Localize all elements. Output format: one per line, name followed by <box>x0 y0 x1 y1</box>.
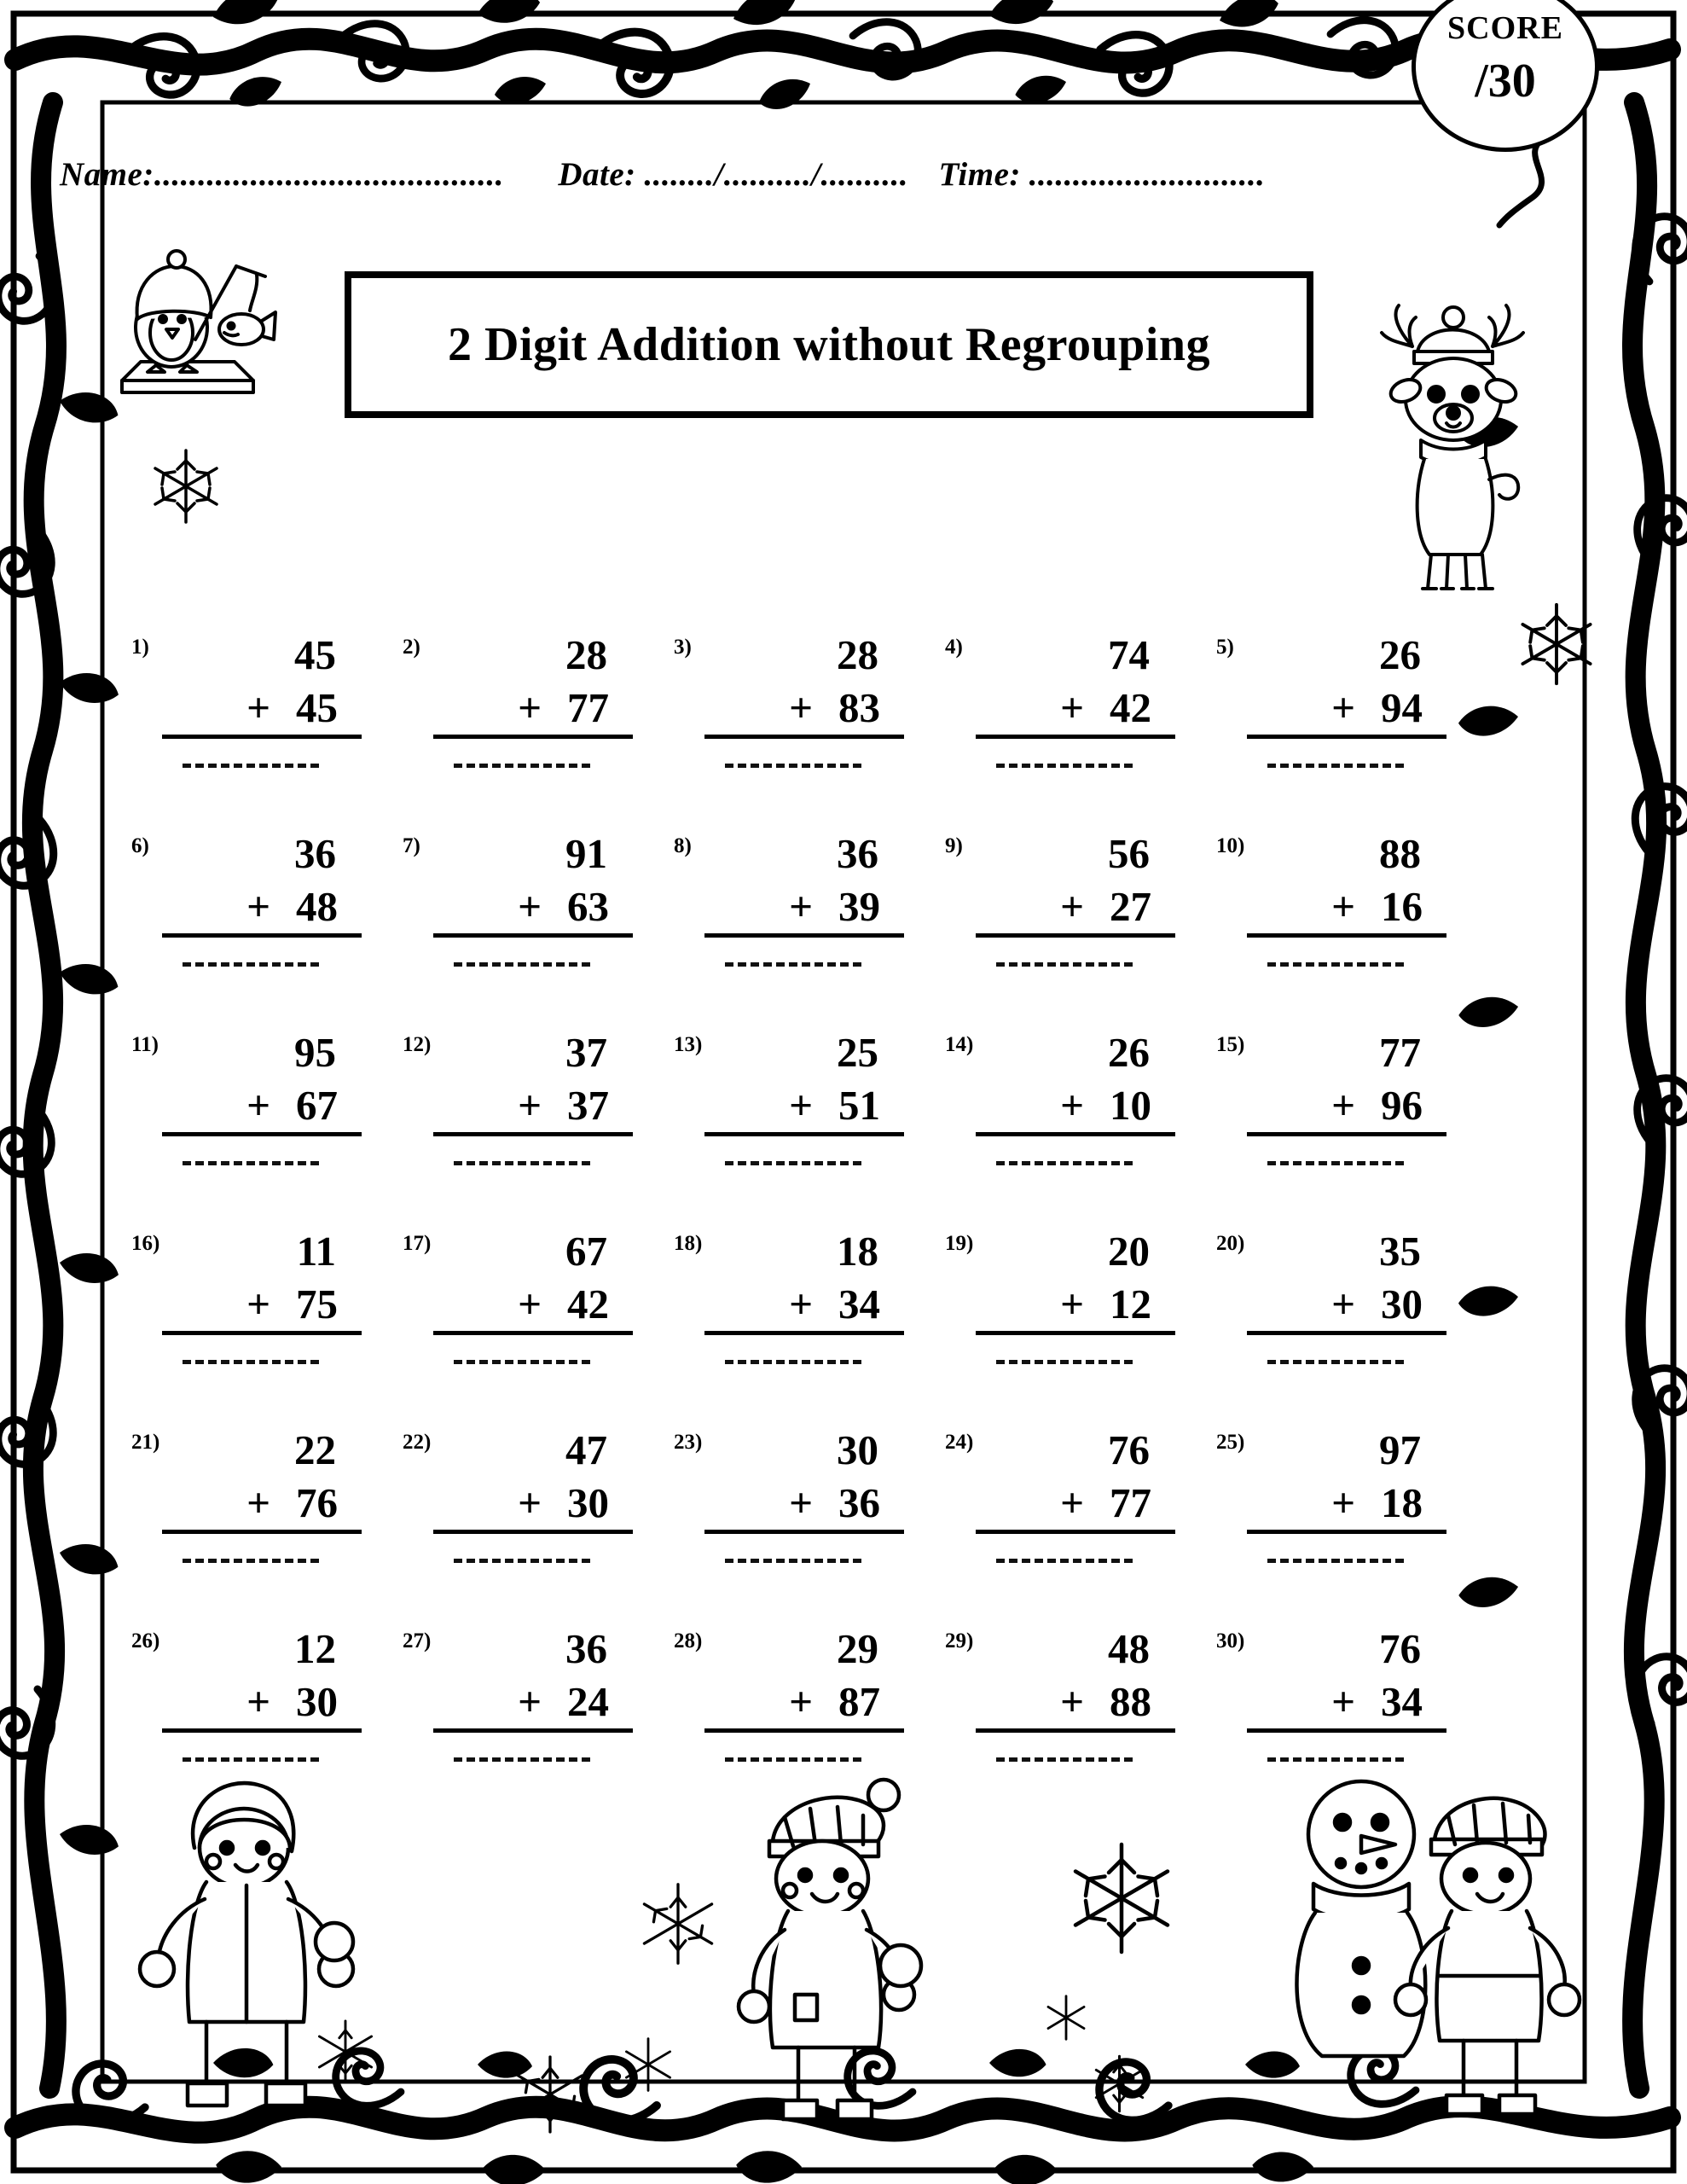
answer-blank[interactable] <box>725 1757 861 1762</box>
addend-top: 35 <box>1379 1228 1421 1275</box>
addend-bottom-row <box>1247 1278 1446 1335</box>
answer-blank[interactable] <box>996 962 1133 967</box>
answer-blank[interactable] <box>1267 1161 1404 1165</box>
problem-number: 29) <box>945 1629 974 1653</box>
addend-bottom-row <box>976 880 1175 938</box>
problem-item <box>119 826 391 1025</box>
addend-top: 47 <box>565 1426 607 1473</box>
plus-sign: + <box>518 1678 542 1725</box>
plus-sign: + <box>518 1479 542 1526</box>
problem-number: 17) <box>403 1232 432 1255</box>
problem-item <box>119 627 391 826</box>
problem-number: 4) <box>945 636 963 659</box>
addend-top: 95 <box>294 1029 336 1076</box>
addend-bottom-row <box>976 1079 1175 1136</box>
addend-bottom: 24 <box>567 1678 609 1725</box>
snowflake-icon <box>143 444 229 529</box>
plus-sign: + <box>246 1281 270 1327</box>
problem-item <box>662 1025 933 1223</box>
problems-grid <box>119 627 1475 1820</box>
problem-stack <box>976 1623 1174 1733</box>
problem-number: 1) <box>131 636 149 659</box>
addend-bottom: 12 <box>1110 1281 1151 1327</box>
addend-top: 45 <box>294 631 336 678</box>
answer-blank[interactable] <box>183 1161 319 1165</box>
problem-number: 11) <box>131 1033 159 1056</box>
problem-stack <box>704 1225 902 1335</box>
problem-item <box>391 1422 662 1621</box>
addend-bottom: 18 <box>1381 1479 1423 1526</box>
addend-top: 29 <box>837 1625 878 1672</box>
problem-stack <box>976 1424 1174 1534</box>
problem-stack <box>433 1623 631 1733</box>
plus-sign: + <box>1331 1281 1355 1327</box>
addend-bottom: 34 <box>1381 1678 1423 1725</box>
addend-bottom-row <box>704 682 904 739</box>
answer-blank[interactable] <box>996 1360 1133 1364</box>
plus-sign: + <box>1331 1082 1355 1129</box>
problem-number: 3) <box>674 636 692 659</box>
problem-item <box>1204 826 1475 1025</box>
addend-top: 26 <box>1108 1029 1150 1076</box>
answer-blank[interactable] <box>454 1757 590 1762</box>
addend-bottom-row <box>1247 1676 1446 1733</box>
addend-bottom: 27 <box>1110 883 1151 930</box>
snowflake-icon <box>1036 1988 1096 2048</box>
addend-top: 97 <box>1379 1426 1421 1473</box>
answer-blank[interactable] <box>996 1161 1133 1165</box>
plus-sign: + <box>789 883 813 930</box>
addend-top: 36 <box>837 830 878 877</box>
problem-item <box>391 1621 662 1820</box>
plus-sign: + <box>246 1479 270 1526</box>
plus-sign: + <box>789 1281 813 1327</box>
problem-item <box>391 826 662 1025</box>
problem-stack <box>433 828 631 938</box>
answer-blank[interactable] <box>183 962 319 967</box>
addend-bottom-row <box>704 1079 904 1136</box>
plus-sign: + <box>1060 1678 1084 1725</box>
answer-blank[interactable] <box>454 1360 590 1364</box>
addend-bottom: 48 <box>296 883 338 930</box>
addend-bottom: 63 <box>567 883 609 930</box>
answer-blank[interactable] <box>996 764 1133 768</box>
addend-bottom-row <box>704 1477 904 1534</box>
problem-item <box>662 1422 933 1621</box>
answer-blank[interactable] <box>183 1559 319 1563</box>
problem-number: 21) <box>131 1431 160 1454</box>
addend-bottom: 94 <box>1381 684 1423 731</box>
addend-bottom: 76 <box>296 1479 338 1526</box>
problem-stack <box>162 1225 360 1335</box>
problem-number: 2) <box>403 636 420 659</box>
problem-number: 9) <box>945 834 963 857</box>
addend-bottom: 36 <box>838 1479 880 1526</box>
problem-number: 28) <box>674 1629 703 1653</box>
plus-sign: + <box>1331 883 1355 930</box>
time-label: Time: <box>938 156 1021 193</box>
answer-blank[interactable] <box>183 1757 319 1762</box>
problem-number: 14) <box>945 1033 974 1056</box>
plus-sign: + <box>518 1281 542 1327</box>
addend-bottom: 51 <box>838 1082 880 1129</box>
problem-number: 25) <box>1216 1431 1245 1454</box>
problem-stack <box>433 1225 631 1335</box>
problem-number: 16) <box>131 1232 160 1255</box>
addend-top: 91 <box>565 830 607 877</box>
addend-bottom: 30 <box>567 1479 609 1526</box>
problem-item <box>1204 1223 1475 1422</box>
answer-blank[interactable] <box>1267 1559 1404 1563</box>
plus-sign: + <box>1060 1281 1084 1327</box>
problem-number: 5) <box>1216 636 1234 659</box>
addend-bottom-row <box>433 1676 633 1733</box>
plus-sign: + <box>518 883 542 930</box>
problem-number: 12) <box>403 1033 432 1056</box>
addend-bottom: 75 <box>296 1281 338 1327</box>
addend-top: 20 <box>1108 1228 1150 1275</box>
problem-number: 15) <box>1216 1033 1245 1056</box>
addend-top: 37 <box>565 1029 607 1076</box>
problem-item <box>1204 627 1475 826</box>
plus-sign: + <box>789 1678 813 1725</box>
problem-stack <box>1247 1623 1445 1733</box>
problem-item <box>1204 1422 1475 1621</box>
problem-stack <box>976 828 1174 938</box>
answer-blank[interactable] <box>996 1559 1133 1563</box>
addend-top: 77 <box>1379 1029 1421 1076</box>
addend-bottom-row <box>162 1079 362 1136</box>
answer-blank[interactable] <box>725 764 861 768</box>
problem-item <box>933 1223 1204 1422</box>
answer-blank[interactable] <box>454 764 590 768</box>
snowflake-icon <box>1083 2048 1156 2120</box>
addend-top: 28 <box>837 631 878 678</box>
problem-item <box>391 1223 662 1422</box>
plus-sign: + <box>1060 1082 1084 1129</box>
addend-bottom-row <box>1247 1477 1446 1534</box>
addend-top: 30 <box>837 1426 878 1473</box>
score-value: /30 <box>1475 55 1536 107</box>
plus-sign: + <box>246 1082 270 1129</box>
answer-blank[interactable] <box>725 1161 861 1165</box>
answer-blank[interactable] <box>725 1559 861 1563</box>
answer-blank[interactable] <box>725 1360 861 1364</box>
problem-stack <box>162 828 360 938</box>
problem-stack <box>1247 1424 1445 1534</box>
reindeer-icon <box>1365 299 1552 606</box>
snowflake-icon <box>631 1877 725 1971</box>
problem-stack <box>162 1026 360 1136</box>
problem-number: 10) <box>1216 834 1245 857</box>
addend-top: 88 <box>1379 830 1421 877</box>
addend-top: 12 <box>294 1625 336 1672</box>
problem-item <box>933 826 1204 1025</box>
addend-bottom-row <box>976 682 1175 739</box>
problem-stack <box>704 1424 902 1534</box>
plus-sign: + <box>1331 684 1355 731</box>
addend-top: 11 <box>296 1228 336 1275</box>
problem-stack <box>433 1424 631 1534</box>
plus-sign: + <box>518 1082 542 1129</box>
problem-item <box>662 1223 933 1422</box>
addend-bottom: 30 <box>1381 1281 1423 1327</box>
addend-bottom-row <box>162 1278 362 1335</box>
addend-bottom-row <box>976 1278 1175 1335</box>
addend-bottom-row <box>1247 1079 1446 1136</box>
problem-number: 19) <box>945 1232 974 1255</box>
problem-stack <box>704 1026 902 1136</box>
addend-bottom: 45 <box>296 684 338 731</box>
problem-stack <box>704 629 902 739</box>
problem-stack <box>162 1623 360 1733</box>
problem-number: 18) <box>674 1232 703 1255</box>
problem-item <box>933 1422 1204 1621</box>
problem-number: 20) <box>1216 1232 1245 1255</box>
addend-bottom: 10 <box>1110 1082 1151 1129</box>
answer-blank[interactable] <box>725 962 861 967</box>
addend-top: 56 <box>1108 830 1150 877</box>
addend-top: 28 <box>565 631 607 678</box>
addend-bottom: 16 <box>1381 883 1423 930</box>
snowflake-icon <box>307 2013 384 2090</box>
time-field[interactable]: ........................... <box>1029 156 1266 193</box>
plus-sign: + <box>1060 1479 1084 1526</box>
problem-item <box>933 627 1204 826</box>
addend-bottom-row <box>433 880 633 938</box>
problem-stack <box>704 828 902 938</box>
addend-bottom: 37 <box>567 1082 609 1129</box>
plus-sign: + <box>518 684 542 731</box>
worksheet-title-box <box>345 271 1313 418</box>
addend-bottom-row <box>162 880 362 938</box>
addend-bottom: 39 <box>838 883 880 930</box>
problem-number: 8) <box>674 834 692 857</box>
addend-top: 26 <box>1379 631 1421 678</box>
problem-number: 7) <box>403 834 420 857</box>
score-label: SCORE <box>1447 10 1563 46</box>
date-label: Date: <box>558 156 636 193</box>
addend-bottom: 83 <box>838 684 880 731</box>
addend-bottom-row <box>433 1477 633 1534</box>
addend-bottom: 42 <box>1110 684 1151 731</box>
problem-stack <box>1247 1026 1445 1136</box>
date-field[interactable]: ......../........../.......... <box>644 156 909 193</box>
addend-top: 22 <box>294 1426 336 1473</box>
addend-bottom-row <box>704 880 904 938</box>
answer-blank[interactable] <box>183 1360 319 1364</box>
answer-blank[interactable] <box>454 1559 590 1563</box>
problem-item <box>1204 1025 1475 1223</box>
problem-item <box>391 1025 662 1223</box>
addend-bottom-row <box>704 1278 904 1335</box>
plus-sign: + <box>1060 883 1084 930</box>
addend-bottom-row <box>976 1477 1175 1534</box>
addend-bottom-row <box>1247 880 1446 938</box>
addend-top: 36 <box>565 1625 607 1672</box>
problem-item <box>662 627 933 826</box>
plus-sign: + <box>1331 1678 1355 1725</box>
problem-stack <box>976 1225 1174 1335</box>
plus-sign: + <box>1060 684 1084 731</box>
snowflake-icon <box>1510 597 1603 691</box>
addend-bottom: 42 <box>567 1281 609 1327</box>
plus-sign: + <box>789 1479 813 1526</box>
problem-stack <box>433 1026 631 1136</box>
addend-bottom-row <box>704 1676 904 1733</box>
plus-sign: + <box>246 883 270 930</box>
addend-top: 36 <box>294 830 336 877</box>
problem-stack <box>976 1026 1174 1136</box>
problem-number: 13) <box>674 1033 703 1056</box>
addend-bottom-row <box>162 682 362 739</box>
problem-stack <box>976 629 1174 739</box>
problem-stack <box>1247 629 1445 739</box>
problem-number: 26) <box>131 1629 160 1653</box>
addend-bottom: 77 <box>1110 1479 1151 1526</box>
girl-with-snowball-icon <box>716 1774 955 2133</box>
addend-bottom: 96 <box>1381 1082 1423 1129</box>
penguin-fishing-icon <box>107 237 286 408</box>
student-info-line <box>60 155 1441 194</box>
problem-number: 6) <box>131 834 149 857</box>
answer-blank[interactable] <box>1267 764 1404 768</box>
addend-bottom: 88 <box>1110 1678 1151 1725</box>
plus-sign: + <box>246 684 270 731</box>
problem-item <box>119 1223 391 1422</box>
snowflake-icon <box>503 2048 597 2141</box>
answer-blank[interactable] <box>1267 1360 1404 1364</box>
addend-bottom: 34 <box>838 1281 880 1327</box>
problem-number: 22) <box>403 1431 432 1454</box>
boy-icon <box>1382 1766 1595 2124</box>
plus-sign: + <box>1331 1479 1355 1526</box>
problem-number: 23) <box>674 1431 703 1454</box>
answer-blank[interactable] <box>454 1161 590 1165</box>
name-label: Name: <box>60 156 154 193</box>
score-badge <box>1412 0 1599 152</box>
problem-stack <box>433 629 631 739</box>
problem-stack <box>162 629 360 739</box>
problem-stack <box>162 1424 360 1534</box>
addend-top: 76 <box>1379 1625 1421 1672</box>
problem-item <box>662 826 933 1025</box>
addend-top: 67 <box>565 1228 607 1275</box>
addend-bottom-row <box>1247 682 1446 739</box>
snowflake-icon <box>614 2030 682 2099</box>
problem-item <box>933 1025 1204 1223</box>
problem-stack <box>1247 828 1445 938</box>
addend-bottom-row <box>433 682 633 739</box>
addend-top: 76 <box>1108 1426 1150 1473</box>
addend-top: 18 <box>837 1228 878 1275</box>
addend-bottom-row <box>433 1278 633 1335</box>
addend-bottom: 30 <box>296 1678 338 1725</box>
addend-bottom: 77 <box>567 684 609 731</box>
addend-bottom-row <box>433 1079 633 1136</box>
problem-item <box>119 1025 391 1223</box>
name-field[interactable]: ........................................ <box>154 156 504 193</box>
plus-sign: + <box>789 684 813 731</box>
problem-stack <box>704 1623 902 1733</box>
page-title: 2 Digit Addition without Regrouping <box>448 318 1210 371</box>
problem-item <box>933 1621 1204 1820</box>
problem-number: 30) <box>1216 1629 1245 1653</box>
addend-bottom: 67 <box>296 1082 338 1129</box>
problem-number: 24) <box>945 1431 974 1454</box>
problem-item <box>391 627 662 826</box>
problem-item <box>119 1422 391 1621</box>
snowflake-icon <box>1058 1834 1186 1962</box>
problem-stack <box>1247 1225 1445 1335</box>
addend-bottom: 87 <box>838 1678 880 1725</box>
plus-sign: + <box>246 1678 270 1725</box>
addend-bottom-row <box>162 1676 362 1733</box>
answer-blank[interactable] <box>183 764 319 768</box>
addend-bottom-row <box>162 1477 362 1534</box>
plus-sign: + <box>789 1082 813 1129</box>
addend-top: 25 <box>837 1029 878 1076</box>
answer-blank[interactable] <box>1267 962 1404 967</box>
answer-blank[interactable] <box>996 1757 1133 1762</box>
problem-number: 27) <box>403 1629 432 1653</box>
answer-blank[interactable] <box>454 962 590 967</box>
addend-top: 74 <box>1108 631 1150 678</box>
addend-bottom-row <box>976 1676 1175 1733</box>
addend-top: 48 <box>1108 1625 1150 1672</box>
